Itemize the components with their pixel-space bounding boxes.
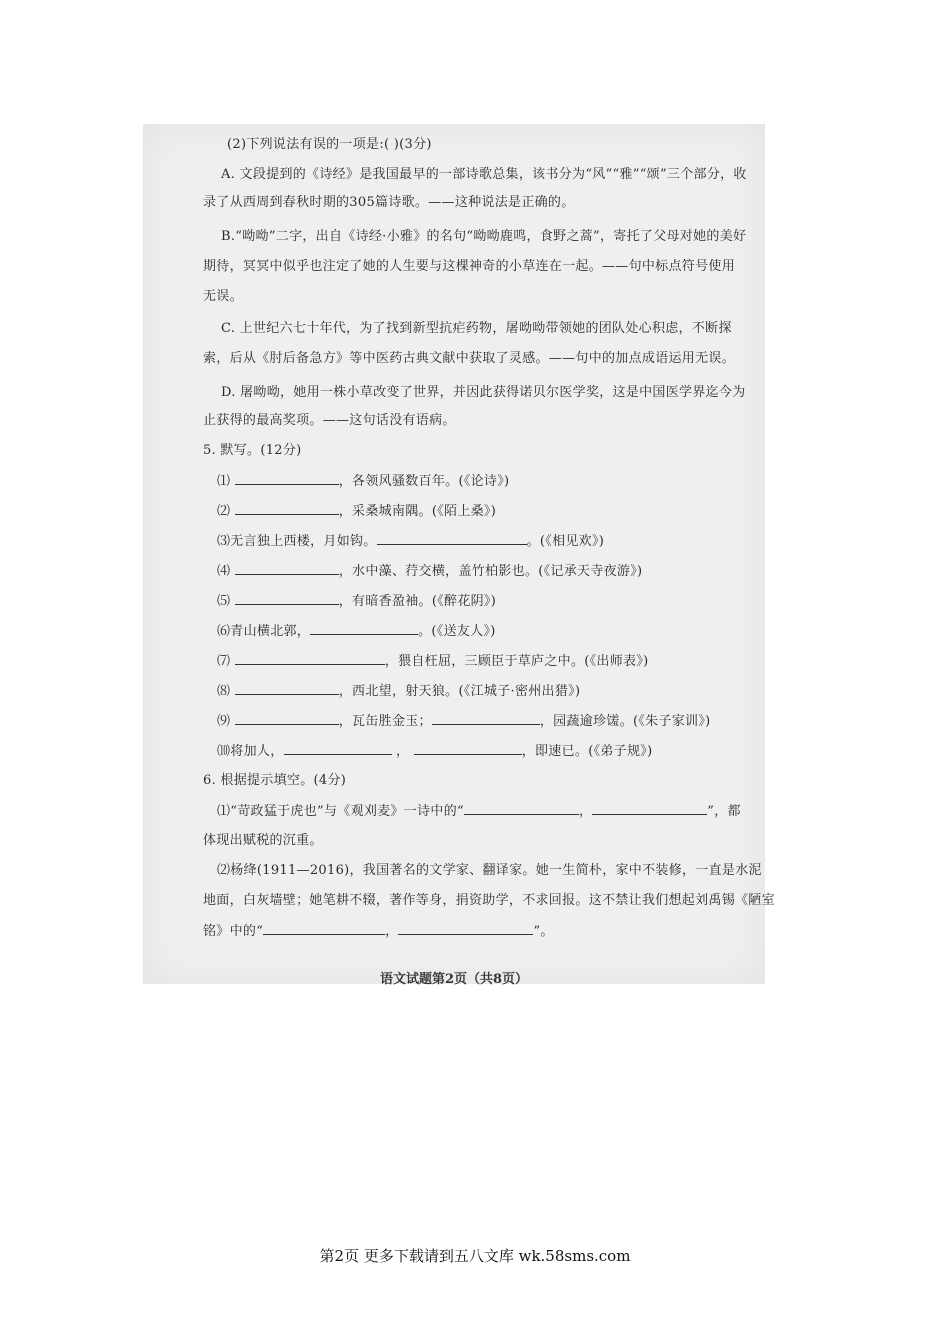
answer-blank[interactable] (464, 802, 579, 815)
q5-line-9: ⑼ ，瓦缶胜金玉； ，园蔬逾珍馐。(《朱子家训》) (217, 714, 711, 729)
answer-blank[interactable] (235, 502, 339, 515)
option-a-line1: A. 文段提到的《诗经》是我国最早的一部诗歌总集，该书分为“风”“雅”“颂”三个部分，收 (221, 167, 747, 182)
q5-line-7: ⑺ ，猥自枉屈，三顾臣于草庐之中。(《出师表》) (217, 654, 649, 669)
answer-blank[interactable] (432, 712, 540, 725)
q5-line-1: ⑴ ，各领风骚数百年。(《论诗》) (217, 474, 510, 489)
answer-blank[interactable] (377, 532, 527, 545)
q6-part2-line2: 地面，白灰墙壁；她笔耕不辍，著作等身，捐资助学，不求回报。这不禁让我们想起刘禹锡《陋室 (203, 893, 775, 908)
answer-blank[interactable] (414, 742, 522, 755)
answer-blank[interactable] (398, 922, 533, 935)
answer-blank[interactable] (235, 652, 385, 665)
q4-part2-stem: (2)下列说法有误的一项是:( )(3分) (227, 137, 432, 152)
q5-line-4: ⑷ ，水中藻、荇交横，盖竹柏影也。(《记承天寺夜游》) (217, 564, 643, 579)
option-c-line2: 索，后从《肘后备急方》等中医药古典文献中获取了灵感。——句中的加点成语运用无误。 (203, 351, 736, 366)
answer-blank[interactable] (235, 592, 339, 605)
option-a-line2: 录了从西周到春秋时期的305篇诗歌。——这种说法是正确的。 (203, 195, 575, 210)
option-d-line2: 止获得的最高奖项。——这句话没有语病。 (203, 413, 456, 428)
q6-part2-line1: ⑵杨绛(1911—2016)，我国著名的文学家、翻译家。她一生简朴，家中不装修，一直是水泥 (217, 863, 762, 878)
q5-line-2: ⑵ ，采桑城南隅。(《陌上桑》) (217, 504, 497, 519)
option-b-line1: B.“呦呦”二字，出自《诗经·小雅》的名句“呦呦鹿鸣，食野之蒿”，寄托了父母对她的美好 (221, 229, 747, 244)
answer-blank[interactable] (235, 472, 339, 485)
option-c-line1: C. 上世纪六七十年代，为了找到新型抗疟药物，屠呦呦带领她的团队处心积虑，不断探 (221, 321, 732, 336)
answer-blank[interactable] (284, 742, 392, 755)
answer-blank[interactable] (310, 622, 418, 635)
q6-part1-line2: 体现出赋税的沉重。 (203, 833, 323, 848)
q6-title: 6. 根据提示填空。(4分) (203, 773, 347, 788)
scan-page-number: 语文试题第2页（共8页） (379, 972, 529, 987)
q5-line-6: ⑹青山横北郭， 。(《送友人》) (217, 624, 496, 639)
answer-blank[interactable] (592, 802, 707, 815)
option-b-line3: 无误。 (203, 289, 243, 304)
q5-line-8: ⑻ ，西北望，射天狼。(《江城子·密州出猎》) (217, 684, 581, 699)
answer-blank[interactable] (235, 682, 339, 695)
page-footer: 第2页 更多下载请到五八文库 wk.58sms.com (319, 1247, 631, 1265)
q6-part1-line1: ⑴“苛政猛于虎也”与《观刈麦》一诗中的“ ， ”，都 (217, 804, 741, 819)
answer-blank[interactable] (235, 562, 339, 575)
q6-part2-line3: 铭》中的“ ， ”。 (203, 924, 554, 939)
scanned-exam-page (143, 124, 775, 987)
q5-line-10: ⑽将加人， ， ，即速已。(《弟子规》) (217, 744, 653, 759)
answer-blank[interactable] (263, 922, 385, 935)
option-b-line2: 期待，冥冥中似乎也注定了她的人生要与这棵神奇的小草连在一起。——句中标点符号使用 (203, 259, 736, 274)
option-d-line1: D. 屠呦呦，她用一株小草改变了世界，并因此获得诺贝尔医学奖，这是中国医学界迄今为 (221, 385, 746, 400)
q5-line-3: ⑶无言独上西楼，月如钩。 。(《相见欢》) (217, 534, 605, 549)
q5-title: 5. 默写。(12分) (203, 443, 302, 458)
q5-line-5: ⑸ ，有暗香盈袖。(《醉花阴》) (217, 594, 497, 609)
answer-blank[interactable] (235, 712, 339, 725)
